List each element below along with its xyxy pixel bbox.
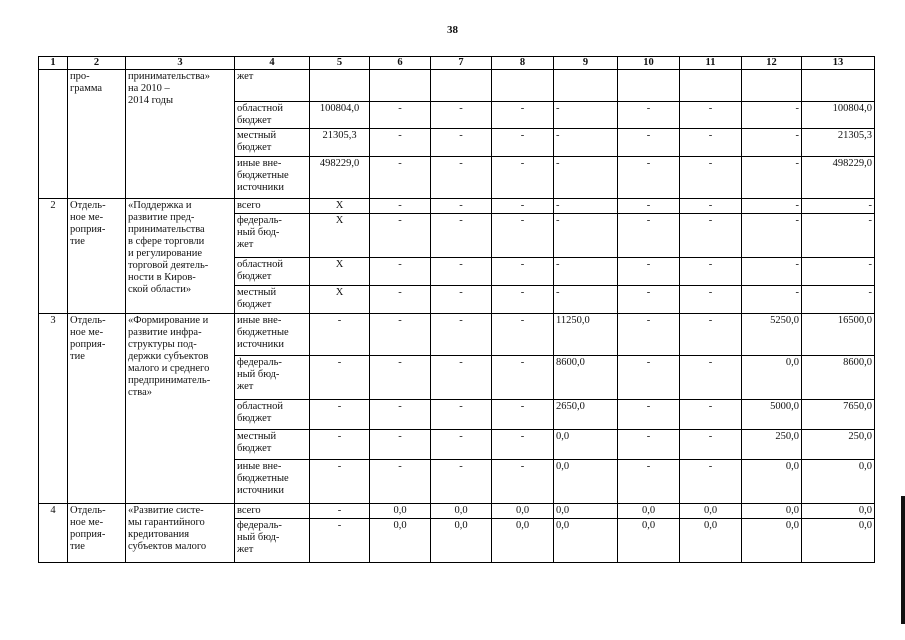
value-cell: -: [431, 199, 492, 214]
value-cell: 0,0: [802, 504, 875, 519]
value-cell: -: [492, 129, 554, 157]
value-cell: -: [680, 199, 742, 214]
funding-source-cell: областной бюджет: [235, 102, 310, 129]
measure-name-cell: «Развитие систе- мы гарантийного кредитования субъектов малого: [126, 504, 235, 563]
value-cell: -: [554, 102, 618, 129]
column-number-13: 13: [802, 57, 875, 70]
value-cell: [492, 70, 554, 102]
value-cell: [431, 70, 492, 102]
value-cell: 8600,0: [802, 356, 875, 400]
value-cell: -: [680, 102, 742, 129]
funding-source-cell: федераль- ный бюд- жет: [235, 519, 310, 563]
column-number-10: 10: [618, 57, 680, 70]
column-number-8: 8: [492, 57, 554, 70]
value-cell: -: [618, 258, 680, 286]
value-cell: 250,0: [742, 430, 802, 460]
column-number-3: 3: [126, 57, 235, 70]
value-cell: -: [618, 129, 680, 157]
value-cell: -: [618, 157, 680, 199]
value-cell: 0,0: [370, 519, 431, 563]
funding-source-cell: иные вне- бюджетные источники: [235, 157, 310, 199]
value-cell: -: [618, 400, 680, 430]
value-cell: -: [492, 400, 554, 430]
value-cell: -: [680, 314, 742, 356]
value-cell: [310, 70, 370, 102]
column-number-9: 9: [554, 57, 618, 70]
column-number-4: 4: [235, 57, 310, 70]
column-number-11: 11: [680, 57, 742, 70]
value-cell: 250,0: [802, 430, 875, 460]
value-cell: 0,0: [802, 519, 875, 563]
value-cell: -: [802, 258, 875, 286]
value-cell: 0,0: [370, 504, 431, 519]
value-cell: -: [618, 430, 680, 460]
value-cell: -: [492, 430, 554, 460]
value-cell: -: [431, 214, 492, 258]
value-cell: 0,0: [554, 519, 618, 563]
value-cell: 21305,3: [310, 129, 370, 157]
value-cell: -: [431, 430, 492, 460]
funding-source-cell: местный бюджет: [235, 430, 310, 460]
value-cell: -: [554, 258, 618, 286]
value-cell: -: [492, 214, 554, 258]
value-cell: Х: [310, 214, 370, 258]
value-cell: -: [492, 258, 554, 286]
value-cell: -: [680, 400, 742, 430]
value-cell: 5250,0: [742, 314, 802, 356]
status-cell: Отдель- ное ме- роприя- тие: [68, 314, 126, 504]
value-cell: -: [554, 214, 618, 258]
column-number-2: 2: [68, 57, 126, 70]
funding-source-cell: областной бюджет: [235, 400, 310, 430]
value-cell: -: [680, 356, 742, 400]
value-cell: 0,0: [492, 519, 554, 563]
funding-source-cell: иные вне- бюджетные источники: [235, 460, 310, 504]
value-cell: -: [431, 400, 492, 430]
value-cell: Х: [310, 286, 370, 314]
value-cell: 16500,0: [802, 314, 875, 356]
value-cell: -: [492, 356, 554, 400]
value-cell: -: [618, 460, 680, 504]
funding-source-cell: местный бюджет: [235, 129, 310, 157]
measure-name-cell: принимательства» на 2010 – 2014 годы: [126, 70, 235, 199]
column-number-7: 7: [431, 57, 492, 70]
value-cell: -: [492, 157, 554, 199]
measure-name-cell: «Формирование и развитие инфра- структуры под- держки субъектов малого и среднего предприниматель- ства»: [126, 314, 235, 504]
row-number: [39, 70, 68, 199]
value-cell: -: [680, 460, 742, 504]
value-cell: -: [310, 460, 370, 504]
value-cell: -: [742, 102, 802, 129]
value-cell: 0,0: [618, 504, 680, 519]
value-cell: [680, 70, 742, 102]
page-number: 38: [447, 24, 458, 36]
value-cell: 498229,0: [802, 157, 875, 199]
value-cell: -: [370, 157, 431, 199]
value-cell: -: [370, 102, 431, 129]
value-cell: -: [618, 356, 680, 400]
header-row: [39, 57, 875, 70]
value-cell: -: [492, 286, 554, 314]
value-cell: -: [742, 214, 802, 258]
value-cell: -: [554, 199, 618, 214]
scan-edge-mark: [901, 496, 905, 624]
value-cell: -: [310, 519, 370, 563]
value-cell: 2650,0: [554, 400, 618, 430]
value-cell: [554, 70, 618, 102]
funding-source-cell: федераль- ный бюд- жет: [235, 214, 310, 258]
value-cell: -: [370, 314, 431, 356]
value-cell: -: [310, 430, 370, 460]
value-cell: -: [492, 199, 554, 214]
row-number: 2: [39, 199, 68, 314]
table-row: [39, 70, 875, 102]
value-cell: -: [802, 214, 875, 258]
value-cell: -: [618, 102, 680, 129]
value-cell: 0,0: [554, 430, 618, 460]
value-cell: -: [742, 199, 802, 214]
value-cell: -: [554, 286, 618, 314]
value-cell: -: [431, 314, 492, 356]
row-number: 4: [39, 504, 68, 563]
value-cell: 0,0: [742, 504, 802, 519]
value-cell: -: [680, 286, 742, 314]
table-row: [39, 199, 875, 214]
funding-table: [38, 56, 875, 563]
value-cell: -: [431, 129, 492, 157]
funding-source-cell: всего: [235, 504, 310, 519]
table-row: [39, 504, 875, 519]
column-number-6: 6: [370, 57, 431, 70]
value-cell: -: [370, 129, 431, 157]
value-cell: -: [742, 157, 802, 199]
status-cell: Отдель- ное ме- роприя- тие: [68, 199, 126, 314]
value-cell: -: [370, 356, 431, 400]
value-cell: -: [492, 460, 554, 504]
value-cell: [618, 70, 680, 102]
value-cell: -: [310, 356, 370, 400]
status-cell: про- грамма: [68, 70, 126, 199]
value-cell: -: [802, 286, 875, 314]
value-cell: 8600,0: [554, 356, 618, 400]
value-cell: -: [431, 157, 492, 199]
value-cell: 5000,0: [742, 400, 802, 430]
value-cell: 0,0: [742, 356, 802, 400]
column-number-5: 5: [310, 57, 370, 70]
value-cell: 0,0: [618, 519, 680, 563]
value-cell: 498229,0: [310, 157, 370, 199]
funding-source-cell: всего: [235, 199, 310, 214]
value-cell: -: [431, 258, 492, 286]
value-cell: -: [370, 286, 431, 314]
value-cell: 0,0: [680, 519, 742, 563]
status-cell: Отдель- ное ме- роприя- тие: [68, 504, 126, 563]
value-cell: -: [310, 400, 370, 430]
value-cell: -: [680, 129, 742, 157]
value-cell: -: [680, 157, 742, 199]
value-cell: 0,0: [742, 519, 802, 563]
value-cell: -: [370, 400, 431, 430]
column-number-12: 12: [742, 57, 802, 70]
value-cell: [802, 70, 875, 102]
value-cell: -: [492, 314, 554, 356]
value-cell: -: [618, 286, 680, 314]
value-cell: -: [370, 460, 431, 504]
value-cell: -: [618, 199, 680, 214]
value-cell: -: [742, 286, 802, 314]
table-row: [39, 314, 875, 356]
value-cell: -: [310, 504, 370, 519]
funding-source-cell: областной бюджет: [235, 258, 310, 286]
column-number-1: 1: [39, 57, 68, 70]
value-cell: -: [618, 214, 680, 258]
value-cell: -: [618, 314, 680, 356]
value-cell: 0,0: [554, 504, 618, 519]
value-cell: [742, 70, 802, 102]
value-cell: -: [431, 356, 492, 400]
value-cell: 11250,0: [554, 314, 618, 356]
funding-source-cell: жет: [235, 70, 310, 102]
value-cell: 0,0: [554, 460, 618, 504]
value-cell: -: [802, 199, 875, 214]
value-cell: -: [742, 258, 802, 286]
value-cell: -: [680, 430, 742, 460]
value-cell: -: [431, 102, 492, 129]
value-cell: -: [742, 129, 802, 157]
value-cell: 100804,0: [802, 102, 875, 129]
value-cell: [370, 70, 431, 102]
funding-source-cell: иные вне- бюджетные источники: [235, 314, 310, 356]
value-cell: -: [554, 129, 618, 157]
value-cell: -: [370, 199, 431, 214]
value-cell: -: [431, 286, 492, 314]
value-cell: 100804,0: [310, 102, 370, 129]
value-cell: 0,0: [802, 460, 875, 504]
value-cell: 0,0: [680, 504, 742, 519]
value-cell: 0,0: [431, 519, 492, 563]
value-cell: 0,0: [492, 504, 554, 519]
value-cell: -: [492, 102, 554, 129]
value-cell: 0,0: [431, 504, 492, 519]
value-cell: -: [680, 258, 742, 286]
value-cell: -: [310, 314, 370, 356]
value-cell: -: [554, 157, 618, 199]
value-cell: Х: [310, 258, 370, 286]
value-cell: -: [431, 460, 492, 504]
value-cell: 7650,0: [802, 400, 875, 430]
value-cell: -: [370, 258, 431, 286]
funding-source-cell: федераль- ный бюд- жет: [235, 356, 310, 400]
value-cell: 0,0: [742, 460, 802, 504]
funding-source-cell: местный бюджет: [235, 286, 310, 314]
value-cell: -: [370, 430, 431, 460]
row-number: 3: [39, 314, 68, 504]
value-cell: -: [370, 214, 431, 258]
value-cell: -: [680, 214, 742, 258]
measure-name-cell: «Поддержка и развитие пред- принимательства в сфере торговли и регулирование торговой деятель- ности в Киров- ской области»: [126, 199, 235, 314]
value-cell: Х: [310, 199, 370, 214]
value-cell: 21305,3: [802, 129, 875, 157]
